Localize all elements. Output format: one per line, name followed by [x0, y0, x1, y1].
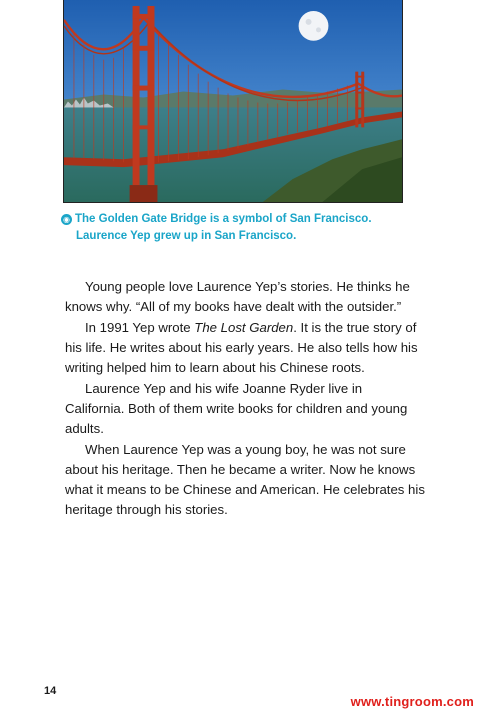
paragraph-1: Young people love Laurence Yep’s stories. He thinks he knows why. “All of my books have dealt with the outsider.” — [65, 279, 410, 314]
paragraph-4: When Laurence Yep was a young boy, he was not sure about his heritage. Then he became a writer. Now he knows what it means to be Chinese and American. He celebrates his heritage through his stories. — [65, 442, 425, 517]
page-number: 14 — [44, 685, 57, 697]
paragraph-2-after: . It is the true story of his life. He writes about his early years. He also tells how his writing helped him to learn about his Chinese roots. — [65, 320, 418, 375]
paragraph-2-before: In 1991 Yep wrote — [85, 320, 195, 335]
book-title: The Lost Garden — [194, 320, 294, 335]
watermark-link[interactable]: www.tingroom.com — [350, 694, 474, 709]
body-text — [65, 277, 425, 521]
caption-line-1: The Golden Gate Bridge is a symbol of San Francisco. — [75, 213, 372, 225]
paragraph-2 — [65, 318, 425, 378]
camera-icon: ◉ — [61, 214, 72, 225]
caption-line-2: Laurence Yep grew up in San Francisco. — [76, 230, 297, 242]
bridge-illustration — [64, 0, 402, 202]
paragraph-3: Laurence Yep and his wife Joanne Ryder live in California. Both of them write books for children and young adults. — [65, 381, 408, 436]
photo-caption — [61, 211, 421, 245]
golden-gate-bridge-photo — [63, 0, 403, 203]
